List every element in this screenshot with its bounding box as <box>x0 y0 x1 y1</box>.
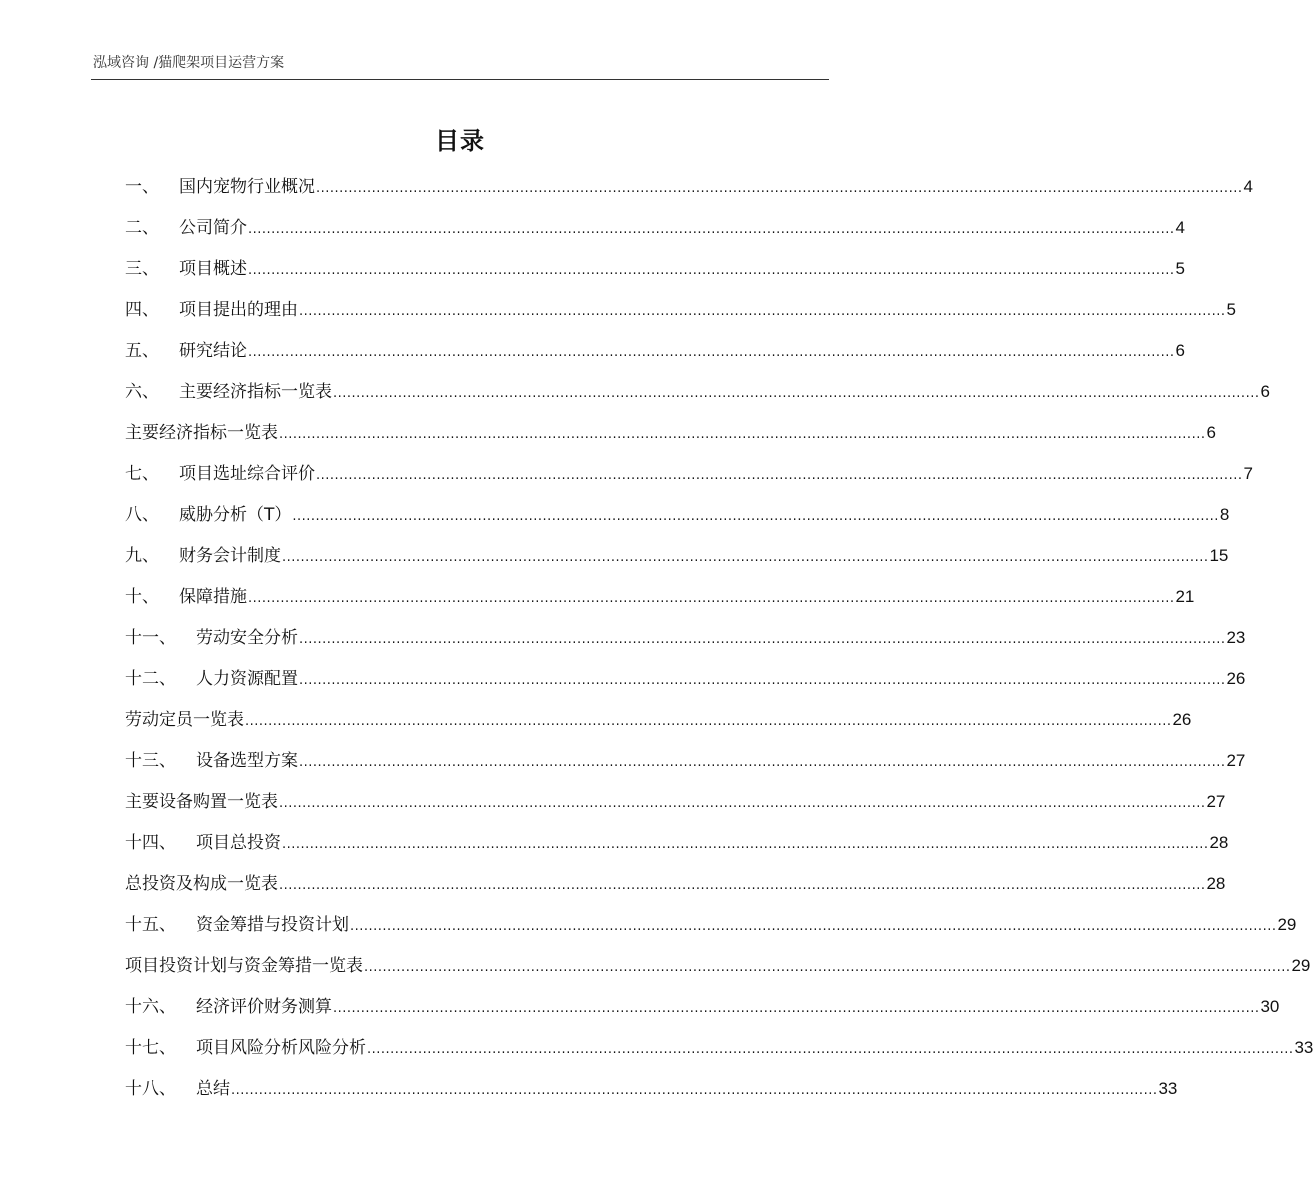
toc-entry-number: 十一、 <box>125 628 176 648</box>
toc-entry[interactable] <box>125 256 1185 297</box>
toc-entry[interactable] <box>125 420 1216 461</box>
toc-page-number: 33 <box>1158 1079 1178 1098</box>
toc-leader-dots: ........................................................................................................................................................................................................ <box>282 550 1209 565</box>
toc-leader-dots: ........................................................................................................................................................................................................ <box>350 919 1277 934</box>
toc-page-number: 29 <box>1277 915 1297 934</box>
toc-page-number: 15 <box>1209 546 1229 565</box>
toc-page-number: 27 <box>1206 792 1226 811</box>
toc-leader-dots: ........................................................................................................................................................................................................ <box>245 714 1172 729</box>
toc-entry[interactable] <box>125 748 1246 789</box>
toc-entry-label: 主要设备购置一览表 <box>125 792 278 812</box>
page-title: 目录 <box>435 127 485 155</box>
toc-leader-dots: ........................................................................................................................................................................................................ <box>299 673 1226 688</box>
toc-entry[interactable] <box>125 502 1230 543</box>
toc-entry[interactable] <box>125 338 1185 379</box>
toc-entry-label: 资金筹措与投资计划 <box>196 915 349 935</box>
toc-entry-label: 项目概述 <box>179 259 247 279</box>
toc-page-number: 6 <box>1206 423 1216 442</box>
toc-leader-dots: ........................................................................................................................................................................................................ <box>333 386 1260 401</box>
toc-page-number: 28 <box>1209 833 1229 852</box>
toc-entry-label: 设备选型方案 <box>196 751 298 771</box>
toc-entry-number: 十五、 <box>125 915 176 935</box>
toc-entry-number: 十二、 <box>125 669 176 689</box>
toc-entry-number: 三、 <box>125 259 159 279</box>
toc-page-number: 33 <box>1294 1038 1313 1057</box>
toc-page-number: 4 <box>1243 177 1253 196</box>
toc-entry-number: 八、 <box>125 505 159 525</box>
toc-entry-number: 九、 <box>125 546 159 566</box>
toc-page-number: 6 <box>1260 382 1270 401</box>
toc-page-number: 28 <box>1206 874 1226 893</box>
toc-leader-dots: ........................................................................................................................................................................................................ <box>333 1001 1260 1016</box>
toc-entry-number: 六、 <box>125 382 159 402</box>
toc-entry[interactable] <box>125 871 1226 912</box>
toc-entry-number: 十三、 <box>125 751 176 771</box>
toc-leader-dots: ........................................................................................................................................................................................................ <box>279 878 1206 893</box>
toc-entry-number: 十、 <box>125 587 159 607</box>
toc-entry[interactable] <box>125 297 1236 338</box>
toc-entry[interactable] <box>125 830 1229 871</box>
toc-page-number: 21 <box>1175 587 1195 606</box>
toc-page-number: 23 <box>1226 628 1246 647</box>
toc-leader-dots: ........................................................................................................................................................................................................ <box>299 632 1226 647</box>
toc-leader-dots: ........................................................................................................................................................................................................ <box>316 468 1243 483</box>
toc-entry[interactable] <box>125 1076 1178 1117</box>
toc-leader-dots: ........................................................................................................................................................................................................ <box>299 755 1226 770</box>
toc-entry-label: 项目投资计划与资金筹措一览表 <box>125 956 363 976</box>
toc-entry[interactable] <box>125 174 1253 215</box>
toc-entry-label: 项目总投资 <box>196 833 281 853</box>
toc-page-number: 6 <box>1175 341 1185 360</box>
toc-entry[interactable] <box>125 625 1246 666</box>
toc-entry-number: 一、 <box>125 177 159 197</box>
toc-leader-dots: ........................................................................................................................................................................................................ <box>299 304 1226 319</box>
toc-leader-dots: ........................................................................................................................................................................................................ <box>248 345 1175 360</box>
table-of-contents <box>125 174 1313 1117</box>
toc-entry-number: 十八、 <box>125 1079 176 1099</box>
toc-leader-dots: ........................................................................................................................................................................................................ <box>364 960 1291 975</box>
toc-page-number: 4 <box>1175 218 1185 237</box>
toc-entry[interactable] <box>125 666 1246 707</box>
toc-entry-label: 总投资及构成一览表 <box>125 874 278 894</box>
toc-page-number: 30 <box>1260 997 1280 1016</box>
toc-entry-label: 研究结论 <box>179 341 247 361</box>
toc-page-number: 5 <box>1226 300 1236 319</box>
toc-entry[interactable] <box>125 215 1185 256</box>
toc-entry-label: 人力资源配置 <box>196 669 298 689</box>
toc-entry[interactable] <box>125 707 1192 748</box>
toc-entry[interactable] <box>125 543 1229 584</box>
toc-entry-number: 十四、 <box>125 833 176 853</box>
toc-leader-dots: ........................................................................................................................................................................................................ <box>279 427 1206 442</box>
running-header: 泓域咨询 /猫爬架项目运营方案 <box>93 55 285 71</box>
header-divider <box>91 79 829 80</box>
toc-leader-dots: ........................................................................................................................................................................................................ <box>316 181 1243 196</box>
toc-entry[interactable] <box>125 584 1195 625</box>
toc-entry-number: 五、 <box>125 341 159 361</box>
toc-entry-label: 公司简介 <box>179 218 247 238</box>
toc-entry[interactable] <box>125 994 1280 1035</box>
toc-entry-label: 劳动安全分析 <box>196 628 298 648</box>
toc-entry-label: 财务会计制度 <box>179 546 281 566</box>
toc-leader-dots: ........................................................................................................................................................................................................ <box>292 509 1219 524</box>
toc-entry-label: 主要经济指标一览表 <box>125 423 278 443</box>
toc-leader-dots: ........................................................................................................................................................................................................ <box>282 837 1209 852</box>
toc-entry-label: 保障措施 <box>179 587 247 607</box>
toc-entry-label: 总结 <box>196 1079 230 1099</box>
toc-entry-label: 劳动定员一览表 <box>125 710 244 730</box>
toc-entry-label: 项目风险分析风险分析 <box>196 1038 366 1058</box>
toc-entry-number: 七、 <box>125 464 159 484</box>
toc-page-number: 26 <box>1172 710 1192 729</box>
toc-leader-dots: ........................................................................................................................................................................................................ <box>367 1042 1294 1057</box>
toc-entry[interactable] <box>125 789 1226 830</box>
toc-entry-label: 经济评价财务测算 <box>196 997 332 1017</box>
toc-entry-number: 四、 <box>125 300 159 320</box>
toc-leader-dots: ........................................................................................................................................................................................................ <box>279 796 1206 811</box>
toc-entry[interactable] <box>125 953 1311 994</box>
toc-page-number: 5 <box>1175 259 1185 278</box>
toc-leader-dots: ........................................................................................................................................................................................................ <box>248 263 1175 278</box>
toc-entry[interactable] <box>125 379 1270 420</box>
toc-entry-number: 二、 <box>125 218 159 238</box>
toc-entry-label: 国内宠物行业概况 <box>179 177 315 197</box>
toc-page-number: 8 <box>1219 505 1230 524</box>
toc-entry-label: 项目选址综合评价 <box>179 464 315 484</box>
toc-page-number: 26 <box>1226 669 1246 688</box>
toc-leader-dots: ........................................................................................................................................................................................................ <box>248 591 1175 606</box>
toc-entry[interactable] <box>125 912 1297 953</box>
toc-leader-dots: ........................................................................................................................................................................................................ <box>248 222 1175 237</box>
toc-entry-label: 项目提出的理由 <box>179 300 298 320</box>
toc-leader-dots: ........................................................................................................................................................................................................ <box>231 1083 1158 1098</box>
toc-page-number: 27 <box>1226 751 1246 770</box>
toc-page-number: 7 <box>1243 464 1253 483</box>
toc-entry-number: 十七、 <box>125 1038 176 1058</box>
toc-entry-label: 主要经济指标一览表 <box>179 382 332 402</box>
toc-page-number: 29 <box>1291 956 1311 975</box>
toc-entry-number: 十六、 <box>125 997 176 1017</box>
toc-entry[interactable] <box>125 1035 1313 1076</box>
toc-entry[interactable] <box>125 461 1253 502</box>
toc-entry-label: 威胁分析（T） <box>179 505 292 525</box>
